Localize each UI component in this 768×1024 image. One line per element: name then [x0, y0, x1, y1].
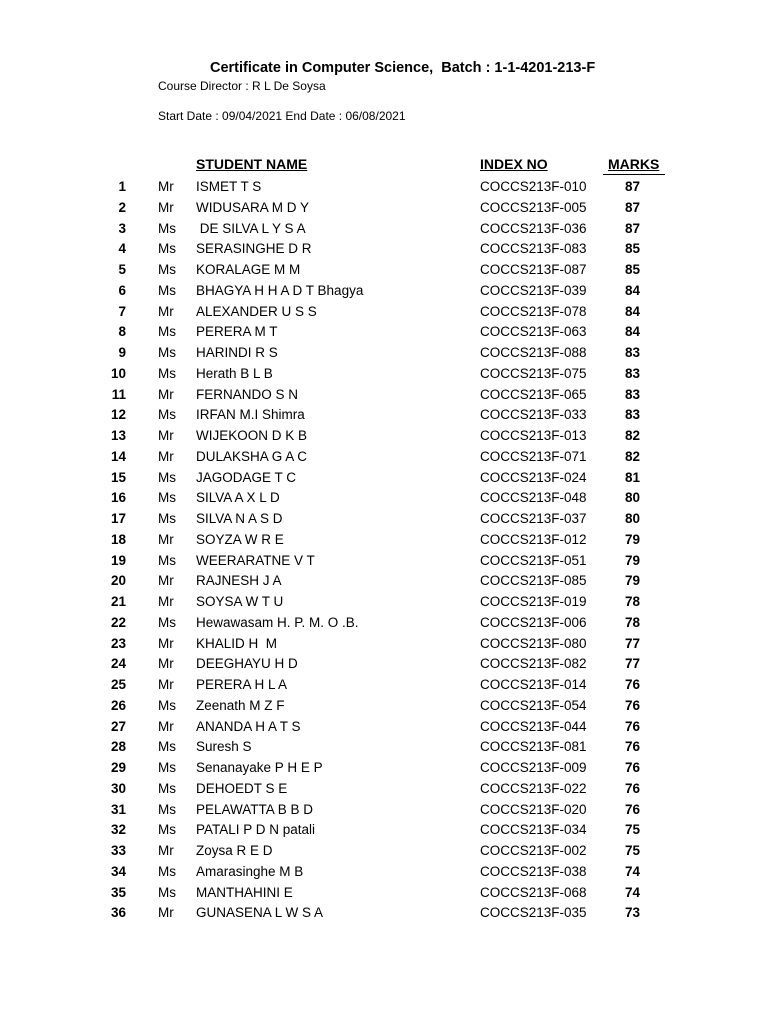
- student-name: Amarasinghe M B: [196, 863, 304, 879]
- student-marks: 76: [624, 780, 640, 796]
- student-marks: 80: [624, 511, 640, 526]
- student-name: DEHOEDT S E: [196, 780, 288, 796]
- student-title: Ms: [158, 863, 176, 879]
- row-number: 30: [110, 780, 126, 796]
- student-title: Ms: [158, 407, 176, 423]
- student-name: ISMET T S: [196, 179, 262, 194]
- student-marks: 75: [624, 843, 640, 858]
- student-marks: 76: [624, 718, 640, 734]
- row-number: 36: [110, 905, 126, 921]
- student-marks: 76: [624, 677, 640, 692]
- table-row: [0, 737, 768, 758]
- student-title: Ms: [158, 345, 176, 360]
- index-number: COCCS213F-068: [480, 884, 587, 900]
- row-number: 8: [118, 324, 126, 340]
- row-number: 18: [110, 531, 126, 547]
- column-header-student-name: STUDENT NAME: [196, 156, 308, 172]
- index-number: COCCS213F-051: [480, 552, 587, 568]
- student-name: Hewawasam H. P. M. O .B.: [196, 614, 359, 630]
- table-row: [0, 883, 768, 904]
- table-row: [0, 426, 768, 447]
- marks-header-rule: [603, 174, 665, 175]
- index-number: COCCS213F-019: [480, 594, 587, 609]
- table-row: [0, 758, 768, 779]
- index-number: COCCS213F-012: [480, 531, 587, 547]
- course-director: Course Director : R L De Soysa: [158, 79, 326, 93]
- table-row: [0, 862, 768, 883]
- row-number: 2: [118, 199, 126, 215]
- student-marks: 78: [624, 614, 640, 630]
- index-number: COCCS213F-083: [480, 241, 587, 257]
- table-row: [0, 551, 768, 572]
- index-number: COCCS213F-036: [480, 220, 587, 236]
- row-number: 12: [110, 407, 126, 423]
- row-number: 1: [118, 179, 126, 194]
- index-number: COCCS213F-071: [480, 448, 587, 464]
- student-name: DULAKSHA G A C: [196, 448, 308, 464]
- table-row: [0, 385, 768, 406]
- table-row: [0, 613, 768, 634]
- index-number: COCCS213F-088: [480, 345, 587, 360]
- student-name: BHAGYA H H A D T Bhagya: [196, 282, 364, 298]
- student-name: SOYZA W R E: [196, 531, 284, 547]
- row-number: 21: [110, 594, 126, 609]
- student-marks: 79: [624, 573, 640, 589]
- student-name: Zeenath M Z F: [196, 697, 285, 713]
- student-marks: 76: [624, 739, 640, 755]
- column-header-index-no: INDEX NO: [480, 156, 548, 172]
- student-name: RAJNESH J A: [196, 573, 282, 589]
- row-number: 5: [118, 262, 126, 277]
- table-row: [0, 281, 768, 302]
- student-title: Ms: [158, 780, 176, 796]
- index-number: COCCS213F-063: [480, 324, 587, 340]
- index-number: COCCS213F-048: [480, 490, 587, 506]
- student-name: SOYSA W T U: [196, 594, 284, 609]
- table-row: [0, 322, 768, 343]
- table-row: [0, 468, 768, 489]
- table-row: [0, 364, 768, 385]
- student-title: Ms: [158, 760, 176, 775]
- student-marks: 85: [624, 241, 640, 257]
- index-number: COCCS213F-035: [480, 905, 587, 921]
- student-title: Ms: [158, 801, 176, 817]
- row-number: 14: [110, 448, 126, 464]
- row-number: 31: [110, 801, 126, 817]
- student-marks: 87: [624, 199, 640, 215]
- student-name: WIJEKOON D K B: [196, 428, 308, 443]
- student-title: Ms: [158, 552, 176, 568]
- student-title: Ms: [158, 697, 176, 713]
- student-name: WIDUSARA M D Y: [196, 199, 310, 215]
- index-number: COCCS213F-087: [480, 262, 587, 277]
- row-number: 19: [110, 552, 126, 568]
- student-marks: 79: [624, 552, 640, 568]
- row-number: 9: [118, 345, 126, 360]
- student-title: Ms: [158, 324, 176, 340]
- student-title: Mr: [158, 386, 174, 402]
- table-row: [0, 654, 768, 675]
- table-row: [0, 903, 768, 924]
- student-name: Suresh S: [196, 739, 252, 755]
- row-number: 17: [110, 511, 126, 526]
- student-marks: 84: [624, 303, 640, 319]
- student-marks: 82: [624, 428, 640, 443]
- student-table: [0, 177, 768, 924]
- student-marks: 74: [624, 863, 640, 879]
- index-number: COCCS213F-037: [480, 511, 587, 526]
- student-name: SERASINGHE D R: [196, 241, 312, 257]
- table-row: [0, 675, 768, 696]
- student-marks: 87: [624, 220, 640, 236]
- student-name: IRFAN M.I Shimra: [196, 407, 305, 423]
- row-number: 28: [110, 739, 126, 755]
- table-row: [0, 717, 768, 738]
- index-number: COCCS213F-085: [480, 573, 587, 589]
- index-number: COCCS213F-075: [480, 365, 587, 381]
- student-title: Ms: [158, 262, 176, 277]
- student-title: Mr: [158, 843, 174, 858]
- row-number: 34: [110, 863, 126, 879]
- student-name: DEEGHAYU H D: [196, 656, 298, 672]
- table-row: [0, 841, 768, 862]
- student-name: Senanayake P H E P: [196, 760, 323, 775]
- index-number: COCCS213F-038: [480, 863, 587, 879]
- student-marks: 78: [624, 594, 640, 609]
- table-row: [0, 198, 768, 219]
- table-row: [0, 405, 768, 426]
- student-name: ANANDA H A T S: [196, 718, 301, 734]
- row-number: 33: [110, 843, 126, 858]
- student-marks: 75: [624, 822, 640, 838]
- student-marks: 83: [624, 345, 640, 360]
- table-row: [0, 800, 768, 821]
- table-row: [0, 820, 768, 841]
- row-number: 15: [110, 469, 126, 485]
- student-title: Ms: [158, 511, 176, 526]
- student-name: Zoysa R E D: [196, 843, 273, 858]
- student-marks: 81: [624, 469, 640, 485]
- student-marks: 77: [624, 656, 640, 672]
- student-marks: 76: [624, 801, 640, 817]
- index-number: COCCS213F-024: [480, 469, 587, 485]
- student-title: Ms: [158, 884, 176, 900]
- row-number: 7: [118, 303, 126, 319]
- student-name: MANTHAHINI E: [196, 884, 293, 900]
- student-title: Mr: [158, 594, 174, 609]
- table-row: [0, 239, 768, 260]
- student-name: Herath B L B: [196, 365, 273, 381]
- row-number: 23: [110, 635, 126, 651]
- student-title: Mr: [158, 905, 174, 921]
- student-title: Mr: [158, 199, 174, 215]
- table-row: [0, 571, 768, 592]
- student-marks: 85: [624, 262, 640, 277]
- row-number: 11: [111, 386, 126, 402]
- student-marks: 84: [624, 324, 640, 340]
- index-number: COCCS213F-002: [480, 843, 587, 858]
- row-number: 26: [110, 697, 126, 713]
- table-row: [0, 219, 768, 240]
- student-title: Ms: [158, 469, 176, 485]
- table-row: [0, 696, 768, 717]
- student-name: SILVA A X L D: [196, 490, 280, 506]
- table-row: [0, 530, 768, 551]
- index-number: COCCS213F-005: [480, 199, 587, 215]
- row-number: 29: [110, 760, 126, 775]
- row-number: 22: [110, 614, 126, 630]
- index-number: COCCS213F-022: [480, 780, 587, 796]
- table-row: [0, 779, 768, 800]
- index-number: COCCS213F-078: [480, 303, 587, 319]
- row-number: 25: [110, 677, 126, 692]
- table-row: [0, 509, 768, 530]
- student-title: Ms: [158, 241, 176, 257]
- index-number: COCCS213F-034: [480, 822, 587, 838]
- table-row: [0, 592, 768, 613]
- index-number: COCCS213F-044: [480, 718, 587, 734]
- student-title: Mr: [158, 448, 174, 464]
- index-number: COCCS213F-006: [480, 614, 587, 630]
- student-name: PATALI P D N patali: [196, 822, 316, 838]
- index-number: COCCS213F-014: [480, 677, 587, 692]
- row-number: 35: [110, 884, 126, 900]
- student-title: Mr: [158, 573, 174, 589]
- row-number: 32: [110, 822, 126, 838]
- index-number: COCCS213F-082: [480, 656, 587, 672]
- index-number: COCCS213F-065: [480, 386, 587, 402]
- student-marks: 76: [624, 697, 640, 713]
- student-name: PELAWATTA B B D: [196, 801, 314, 817]
- student-name: HARINDI R S: [196, 345, 278, 360]
- row-number: 27: [110, 718, 126, 734]
- student-marks: 80: [624, 490, 640, 506]
- table-row: [0, 634, 768, 655]
- index-number: COCCS213F-081: [480, 739, 587, 755]
- index-number: COCCS213F-080: [480, 635, 587, 651]
- student-marks: 82: [624, 448, 640, 464]
- index-number: COCCS213F-010: [480, 179, 587, 194]
- student-marks: 83: [624, 365, 640, 381]
- student-name: PERERA M T: [196, 324, 278, 340]
- student-title: Mr: [158, 179, 174, 194]
- student-name: ALEXANDER U S S: [196, 303, 317, 319]
- student-title: Ms: [158, 490, 176, 506]
- student-title: Ms: [158, 614, 176, 630]
- table-row: [0, 177, 768, 198]
- table-row: [0, 447, 768, 468]
- student-title: Mr: [158, 635, 174, 651]
- student-marks: 74: [624, 884, 640, 900]
- student-title: Ms: [158, 822, 176, 838]
- student-name: KORALAGE M M: [196, 262, 301, 277]
- index-number: COCCS213F-039: [480, 282, 587, 298]
- column-header-marks: MARKS: [608, 156, 660, 172]
- row-number: 10: [110, 365, 126, 381]
- student-marks: 76: [624, 760, 640, 775]
- student-title: Ms: [158, 739, 176, 755]
- row-number: 3: [118, 220, 126, 236]
- row-number: 24: [110, 656, 126, 672]
- row-number: 20: [110, 573, 126, 589]
- student-marks: 79: [624, 531, 640, 547]
- student-name: WEERARATNE V T: [196, 552, 315, 568]
- student-title: Mr: [158, 303, 174, 319]
- student-marks: 83: [624, 386, 640, 402]
- index-number: COCCS213F-020: [480, 801, 587, 817]
- student-title: Mr: [158, 718, 174, 734]
- student-title: Ms: [158, 282, 176, 298]
- student-name: DE SILVA L Y S A: [196, 220, 306, 236]
- student-marks: 83: [624, 407, 640, 423]
- course-dates: Start Date : 09/04/2021 End Date : 06/08/2021: [158, 109, 406, 123]
- table-row: [0, 260, 768, 281]
- student-title: Mr: [158, 428, 174, 443]
- student-title: Mr: [158, 677, 174, 692]
- student-marks: 73: [624, 905, 640, 921]
- index-number: COCCS213F-009: [480, 760, 587, 775]
- student-marks: 84: [624, 282, 640, 298]
- table-row: [0, 302, 768, 323]
- student-title: Ms: [158, 220, 176, 236]
- row-number: 4: [118, 241, 126, 257]
- student-name: KHALID H M: [196, 635, 278, 651]
- table-row: [0, 343, 768, 364]
- student-name: JAGODAGE T C: [196, 469, 297, 485]
- student-title: Mr: [158, 531, 174, 547]
- row-number: 16: [110, 490, 126, 506]
- table-row: [0, 488, 768, 509]
- student-name: PERERA H L A: [196, 677, 288, 692]
- document-title: Certificate in Computer Science, Batch : 1-1-4201-213-F: [210, 60, 596, 76]
- index-number: COCCS213F-033: [480, 407, 587, 423]
- row-number: 6: [118, 282, 126, 298]
- student-name: GUNASENA L W S A: [196, 905, 324, 921]
- row-number: 13: [110, 428, 126, 443]
- student-title: Mr: [158, 656, 174, 672]
- student-marks: 87: [624, 179, 640, 194]
- student-name: SILVA N A S D: [196, 511, 283, 526]
- index-number: COCCS213F-013: [480, 428, 587, 443]
- index-number: COCCS213F-054: [480, 697, 587, 713]
- student-name: FERNANDO S N: [196, 386, 299, 402]
- student-marks: 77: [624, 635, 640, 651]
- student-title: Ms: [158, 365, 176, 381]
